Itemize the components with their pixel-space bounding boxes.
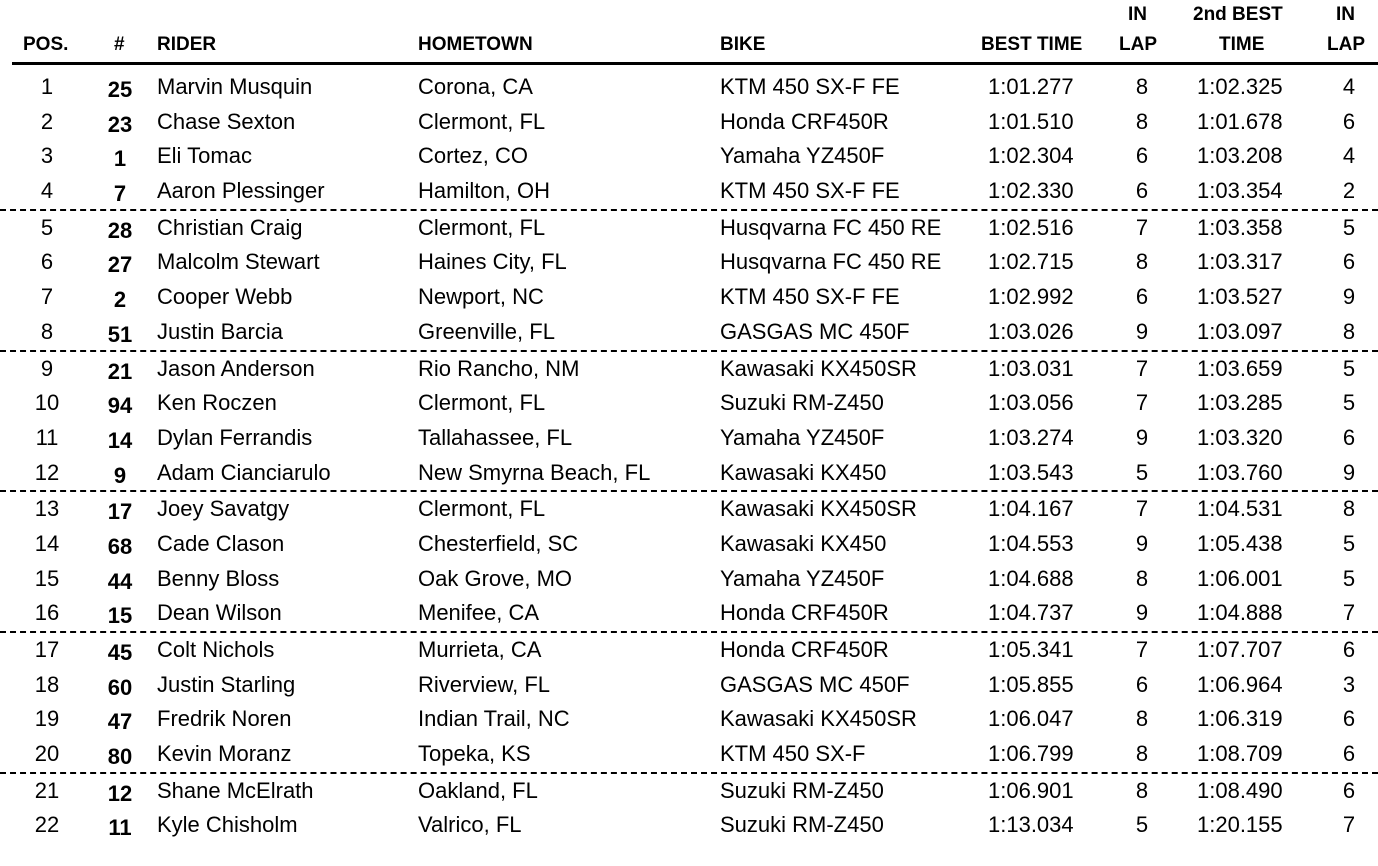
cell-best-lap: 8 — [1135, 706, 1149, 732]
cell-best-lap: 6 — [1135, 284, 1149, 310]
cell-rider-name: Christian Craig — [157, 214, 303, 240]
cell-hometown: Oak Grove, MO — [418, 565, 573, 591]
cell-rider-name: Jason Anderson — [157, 355, 315, 381]
cell-rider-number: 7 — [113, 181, 127, 207]
cell-best-lap: 8 — [1135, 108, 1149, 134]
cell-best-lap: 8 — [1135, 74, 1149, 99]
table-row — [0, 211, 1378, 246]
cell-hometown: Clermont, FL — [418, 108, 546, 134]
cell-second-best-time: 1:02.325 — [1197, 74, 1283, 99]
cell-bike: Kawasaki KX450 — [720, 530, 887, 556]
cell-position: 15 — [34, 565, 60, 591]
cell-rider-name: Cade Clason — [157, 530, 285, 556]
cell-best-time: 1:02.516 — [988, 214, 1074, 240]
cell-second-best-time: 1:06.964 — [1197, 671, 1283, 697]
cell-second-best-lap: 9 — [1342, 459, 1356, 485]
cell-second-best-lap: 5 — [1342, 355, 1356, 381]
cell-second-best-lap: 8 — [1342, 496, 1356, 522]
table-row — [0, 702, 1378, 737]
cell-position: 12 — [34, 459, 60, 485]
cell-second-best-time: 1:01.678 — [1197, 108, 1283, 134]
table-row — [0, 633, 1378, 668]
cell-best-time: 1:02.992 — [988, 284, 1074, 310]
table-row — [0, 315, 1378, 352]
cell-rider-name: Colt Nichols — [157, 637, 275, 662]
cell-second-best-lap: 9 — [1342, 284, 1356, 310]
header-second-best-top: 2nd BEST — [1193, 4, 1283, 25]
cell-rider-number: 28 — [107, 217, 133, 243]
cell-bike: GASGAS MC 450F — [720, 318, 910, 344]
cell-bike: Kawasaki KX450SR — [720, 496, 917, 522]
cell-bike: KTM 450 SX-F FE — [720, 178, 900, 204]
cell-best-lap: 6 — [1135, 671, 1149, 697]
cell-position: 14 — [34, 530, 60, 556]
cell-second-best-lap: 5 — [1342, 214, 1356, 240]
cell-bike: Husqvarna FC 450 RE — [720, 214, 942, 240]
cell-best-time: 1:13.034 — [988, 812, 1074, 838]
cell-second-best-lap: 5 — [1342, 565, 1356, 591]
cell-hometown: Hamilton, OH — [418, 178, 551, 204]
cell-bike: Honda CRF450R — [720, 108, 889, 134]
cell-rider-number: 94 — [107, 393, 133, 419]
cell-position: 6 — [40, 249, 54, 275]
results-table-body — [0, 70, 1378, 843]
cell-best-lap: 7 — [1135, 637, 1149, 662]
header-rider: RIDER — [157, 34, 217, 55]
cell-best-time: 1:04.167 — [988, 496, 1074, 522]
table-row — [0, 105, 1378, 140]
cell-hometown: Clermont, FL — [418, 390, 546, 416]
cell-rider-name: Dean Wilson — [157, 600, 282, 626]
cell-second-best-lap: 2 — [1342, 178, 1356, 204]
cell-best-lap: 7 — [1135, 355, 1149, 381]
cell-rider-name: Marvin Musquin — [157, 74, 313, 99]
table-row — [0, 562, 1378, 597]
cell-best-lap: 9 — [1135, 318, 1149, 344]
header-hometown: HOMETOWN — [418, 34, 533, 55]
table-row — [0, 386, 1378, 421]
cell-best-time: 1:01.510 — [988, 108, 1074, 134]
cell-position: 3 — [40, 143, 54, 169]
header-second-best-bottom: TIME — [1219, 34, 1265, 55]
header-in-lap-1-top: IN — [1128, 4, 1147, 25]
cell-best-time: 1:06.799 — [988, 741, 1074, 767]
cell-bike: Husqvarna FC 450 RE — [720, 249, 942, 275]
cell-bike: Suzuki RM-Z450 — [720, 390, 884, 416]
cell-hometown: Greenville, FL — [418, 318, 555, 344]
cell-second-best-lap: 4 — [1342, 143, 1356, 169]
cell-second-best-lap: 4 — [1342, 74, 1356, 99]
table-row — [0, 668, 1378, 703]
cell-hometown: Riverview, FL — [418, 671, 551, 697]
cell-position: 13 — [34, 496, 60, 522]
cell-hometown: Topeka, KS — [418, 741, 531, 767]
cell-best-time: 1:02.304 — [988, 143, 1074, 169]
cell-best-time: 1:03.274 — [988, 424, 1074, 450]
cell-second-best-time: 1:03.208 — [1197, 143, 1283, 169]
cell-rider-number: 15 — [107, 603, 133, 629]
cell-second-best-time: 1:03.354 — [1197, 178, 1283, 204]
cell-rider-number: 68 — [107, 533, 133, 559]
cell-best-lap: 7 — [1135, 496, 1149, 522]
cell-hometown: Clermont, FL — [418, 496, 546, 522]
cell-best-lap: 9 — [1135, 600, 1149, 626]
cell-rider-number: 17 — [107, 499, 133, 525]
cell-rider-name: Adam Cianciarulo — [157, 459, 331, 485]
cell-best-lap: 7 — [1135, 390, 1149, 416]
cell-second-best-time: 1:04.888 — [1197, 600, 1283, 626]
cell-position: 18 — [34, 671, 60, 697]
table-row — [0, 174, 1378, 211]
cell-rider-number: 23 — [107, 111, 133, 137]
cell-best-lap: 8 — [1135, 565, 1149, 591]
cell-position: 1 — [40, 74, 54, 99]
cell-position: 22 — [34, 812, 60, 838]
cell-rider-number: 12 — [107, 780, 133, 806]
cell-rider-number: 27 — [107, 252, 133, 278]
cell-bike: KTM 450 SX-F FE — [720, 74, 900, 99]
cell-best-time: 1:03.056 — [988, 390, 1074, 416]
cell-rider-name: Shane McElrath — [157, 777, 314, 803]
header-in-lap-1-bottom: LAP — [1119, 34, 1157, 55]
cell-best-time: 1:05.341 — [988, 637, 1074, 662]
cell-bike: Honda CRF450R — [720, 637, 889, 662]
cell-rider-number: 47 — [107, 709, 133, 735]
cell-position: 2 — [40, 108, 54, 134]
cell-hometown: Murrieta, CA — [418, 637, 542, 662]
cell-rider-number: 14 — [107, 427, 133, 453]
cell-second-best-time: 1:03.320 — [1197, 424, 1283, 450]
header-in-lap-2-top: IN — [1336, 4, 1355, 25]
cell-rider-number: 51 — [107, 321, 133, 347]
cell-rider-number: 9 — [113, 462, 127, 488]
cell-second-best-time: 1:07.707 — [1197, 637, 1283, 662]
cell-hometown: Clermont, FL — [418, 214, 546, 240]
cell-rider-name: Malcolm Stewart — [157, 249, 320, 275]
header-bike: BIKE — [720, 34, 766, 55]
cell-position: 9 — [40, 355, 54, 381]
table-row — [0, 456, 1378, 493]
cell-rider-name: Kyle Chisholm — [157, 812, 298, 838]
cell-second-best-lap: 6 — [1342, 424, 1356, 450]
cell-rider-name: Fredrik Noren — [157, 706, 292, 732]
cell-position: 7 — [40, 284, 54, 310]
cell-second-best-lap: 3 — [1342, 671, 1356, 697]
cell-bike: Kawasaki KX450 — [720, 459, 887, 485]
cell-hometown: Newport, NC — [418, 284, 544, 310]
cell-position: 19 — [34, 706, 60, 732]
cell-best-time: 1:03.026 — [988, 318, 1074, 344]
cell-second-best-time: 1:03.358 — [1197, 214, 1283, 240]
cell-bike: Yamaha YZ450F — [720, 565, 885, 591]
table-row — [0, 352, 1378, 387]
cell-rider-name: Ken Roczen — [157, 390, 277, 416]
cell-second-best-lap: 6 — [1342, 637, 1356, 662]
cell-position: 11 — [35, 424, 59, 450]
cell-second-best-time: 1:03.317 — [1197, 249, 1283, 275]
cell-best-lap: 5 — [1135, 812, 1149, 838]
header-divider — [12, 62, 1378, 65]
table-row — [0, 492, 1378, 527]
cell-position: 8 — [40, 318, 54, 344]
cell-rider-name: Dylan Ferrandis — [157, 424, 313, 450]
cell-second-best-time: 1:20.155 — [1197, 812, 1283, 838]
cell-hometown: Tallahassee, FL — [418, 424, 573, 450]
cell-best-lap: 6 — [1135, 143, 1149, 169]
cell-rider-number: 11 — [108, 815, 132, 841]
table-row — [0, 139, 1378, 174]
cell-rider-name: Aaron Plessinger — [157, 178, 325, 204]
cell-hometown: Oakland, FL — [418, 777, 538, 803]
results-table-header — [0, 0, 1378, 62]
cell-rider-name: Cooper Webb — [157, 284, 293, 310]
table-row — [0, 421, 1378, 456]
table-row — [0, 280, 1378, 315]
cell-bike: KTM 450 SX-F FE — [720, 284, 900, 310]
cell-rider-number: 1 — [113, 146, 127, 172]
cell-rider-name: Justin Barcia — [157, 318, 283, 344]
cell-bike: Honda CRF450R — [720, 600, 889, 626]
cell-best-time: 1:06.901 — [988, 777, 1074, 803]
cell-hometown: Rio Rancho, NM — [418, 355, 580, 381]
header-in-lap-2-bottom: LAP — [1327, 34, 1365, 55]
cell-second-best-time: 1:03.659 — [1197, 355, 1283, 381]
cell-best-lap: 9 — [1135, 530, 1149, 556]
cell-rider-number: 45 — [107, 640, 133, 665]
cell-hometown: Indian Trail, NC — [418, 706, 570, 732]
cell-hometown: New Smyrna Beach, FL — [418, 459, 651, 485]
cell-second-best-time: 1:03.760 — [1197, 459, 1283, 485]
cell-best-time: 1:06.047 — [988, 706, 1074, 732]
table-row — [0, 737, 1378, 774]
table-row — [0, 596, 1378, 633]
table-row — [0, 808, 1378, 843]
cell-second-best-lap: 6 — [1342, 249, 1356, 275]
cell-hometown: Menifee, CA — [418, 600, 540, 626]
cell-rider-number: 2 — [113, 287, 127, 313]
table-row — [0, 527, 1378, 562]
cell-bike: Suzuki RM-Z450 — [720, 777, 884, 803]
cell-second-best-lap: 6 — [1342, 741, 1356, 767]
cell-best-time: 1:02.330 — [988, 178, 1074, 204]
cell-position: 5 — [40, 214, 54, 240]
table-row — [0, 774, 1378, 809]
cell-second-best-time: 1:06.001 — [1197, 565, 1283, 591]
cell-best-lap: 8 — [1135, 741, 1149, 767]
cell-second-best-time: 1:08.490 — [1197, 777, 1283, 803]
cell-second-best-lap: 6 — [1342, 108, 1356, 134]
cell-second-best-time: 1:03.527 — [1197, 284, 1283, 310]
cell-second-best-lap: 7 — [1342, 600, 1356, 626]
cell-position: 20 — [34, 741, 60, 767]
cell-second-best-lap: 7 — [1342, 812, 1356, 838]
cell-bike: GASGAS MC 450F — [720, 671, 910, 697]
cell-rider-number: 21 — [107, 358, 133, 384]
cell-rider-name: Kevin Moranz — [157, 741, 292, 767]
cell-second-best-time: 1:06.319 — [1197, 706, 1283, 732]
header-best-time: BEST TIME — [981, 34, 1083, 55]
cell-best-time: 1:03.031 — [988, 355, 1074, 381]
table-row — [0, 245, 1378, 280]
cell-rider-number: 60 — [107, 674, 133, 700]
cell-rider-number: 80 — [107, 744, 133, 770]
cell-second-best-time: 1:03.097 — [1197, 318, 1283, 344]
cell-bike: Kawasaki KX450SR — [720, 355, 917, 381]
cell-best-time: 1:05.855 — [988, 671, 1074, 697]
cell-best-lap: 9 — [1135, 424, 1149, 450]
cell-best-lap: 8 — [1135, 777, 1149, 803]
cell-second-best-lap: 5 — [1342, 390, 1356, 416]
cell-best-time: 1:04.737 — [988, 600, 1074, 626]
cell-rider-name: Eli Tomac — [157, 143, 252, 169]
header-number: # — [114, 34, 125, 55]
cell-rider-number: 25 — [107, 77, 133, 102]
cell-position: 21 — [34, 777, 60, 803]
cell-bike: KTM 450 SX-F — [720, 741, 866, 767]
cell-rider-name: Justin Starling — [157, 671, 296, 697]
cell-best-time: 1:01.277 — [988, 74, 1074, 99]
cell-rider-name: Chase Sexton — [157, 108, 296, 134]
cell-position: 16 — [34, 600, 60, 626]
cell-second-best-time: 1:04.531 — [1197, 496, 1283, 522]
cell-second-best-time: 1:03.285 — [1197, 390, 1283, 416]
cell-best-time: 1:02.715 — [988, 249, 1074, 275]
cell-second-best-lap: 6 — [1342, 706, 1356, 732]
cell-second-best-time: 1:05.438 — [1197, 530, 1283, 556]
cell-bike: Yamaha YZ450F — [720, 143, 885, 169]
cell-second-best-lap: 8 — [1342, 318, 1356, 344]
cell-best-lap: 8 — [1135, 249, 1149, 275]
table-row — [0, 70, 1378, 105]
cell-second-best-lap: 6 — [1342, 777, 1356, 803]
cell-best-time: 1:04.553 — [988, 530, 1074, 556]
cell-hometown: Chesterfield, SC — [418, 530, 579, 556]
cell-hometown: Corona, CA — [418, 74, 533, 99]
cell-best-lap: 5 — [1135, 459, 1149, 485]
cell-best-lap: 6 — [1135, 178, 1149, 204]
cell-best-lap: 7 — [1135, 214, 1149, 240]
cell-position: 4 — [40, 178, 54, 204]
cell-bike: Yamaha YZ450F — [720, 424, 885, 450]
cell-rider-number: 44 — [107, 568, 133, 594]
cell-hometown: Cortez, CO — [418, 143, 529, 169]
cell-position: 10 — [34, 390, 60, 416]
cell-bike: Kawasaki KX450SR — [720, 706, 917, 732]
cell-best-time: 1:03.543 — [988, 459, 1074, 485]
cell-second-best-lap: 5 — [1342, 530, 1356, 556]
cell-rider-name: Benny Bloss — [157, 565, 280, 591]
cell-position: 17 — [34, 637, 60, 662]
cell-bike: Suzuki RM-Z450 — [720, 812, 884, 838]
cell-hometown: Haines City, FL — [418, 249, 567, 275]
header-pos: POS. — [23, 34, 69, 55]
cell-second-best-time: 1:08.709 — [1197, 741, 1283, 767]
cell-rider-name: Joey Savatgy — [157, 496, 290, 522]
cell-hometown: Valrico, FL — [418, 812, 522, 838]
cell-best-time: 1:04.688 — [988, 565, 1074, 591]
